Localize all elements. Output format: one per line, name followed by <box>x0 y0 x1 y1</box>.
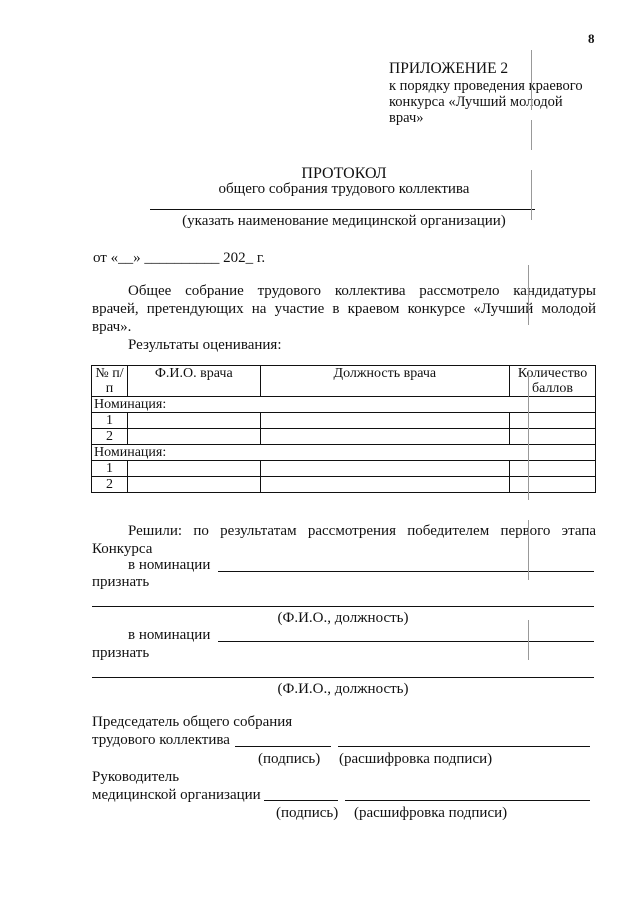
position-cell[interactable] <box>260 429 509 445</box>
fio-cell[interactable] <box>127 477 260 493</box>
header-fio: Ф.И.О. врача <box>127 366 260 397</box>
annex-title: ПРИЛОЖЕНИЕ 2 <box>389 60 509 77</box>
score-cell[interactable] <box>510 413 596 429</box>
nomination-label: Номинация: <box>92 445 596 461</box>
table-header-row <box>92 366 596 397</box>
in-nomination-label-2: в номинации <box>128 627 211 643</box>
fio-cell[interactable] <box>127 413 260 429</box>
chair-sign-hint: (подпись) <box>258 751 321 767</box>
fold-mark <box>528 520 529 580</box>
head-decode-field[interactable] <box>345 800 590 801</box>
results-table <box>91 365 596 493</box>
row-number: 2 <box>92 477 128 493</box>
nomination-field-1[interactable] <box>218 571 594 572</box>
head-label-2: медицинской организации <box>92 787 261 803</box>
table-row <box>92 461 596 477</box>
table-row <box>92 413 596 429</box>
fio-hint-2: (Ф.И.О., должность) <box>277 681 409 697</box>
annex-block <box>389 60 583 126</box>
chair-label-2: трудового коллектива <box>92 732 230 748</box>
annex-line-2: конкурса «Лучший молодой <box>389 94 563 110</box>
date-line: от «__» __________ 202_ г. <box>93 250 266 266</box>
table-row <box>92 429 596 445</box>
results-label: Результаты оценивания: <box>128 337 282 353</box>
annex-line-3: врач» <box>389 110 424 126</box>
nomination-row <box>92 397 596 413</box>
recognize-label-2: признать <box>92 645 150 661</box>
fio-cell[interactable] <box>127 429 260 445</box>
fold-mark <box>528 265 529 325</box>
protocol-subtitle: общего собрания трудового коллектива <box>218 181 470 197</box>
chair-decode-field[interactable] <box>338 746 590 747</box>
fio-cell[interactable] <box>127 461 260 477</box>
page-number: 8 <box>588 31 595 46</box>
intro-text: Общее собрание трудового коллектива рассмотрело кандидатуры врачей, претендующих на участие в краевом конкурсе «Лучший молодой врач». <box>92 283 596 335</box>
decision-text: Решили: по результатам рассмотрения победителем первого этапа Конкурса <box>92 523 596 557</box>
protocol-title: ПРОТОКОЛ <box>301 165 387 182</box>
in-nomination-label-1: в номинации <box>128 557 211 573</box>
score-cell[interactable] <box>510 461 596 477</box>
winner-field-1[interactable] <box>92 606 594 607</box>
head-label-1: Руководитель <box>92 769 180 785</box>
position-cell[interactable] <box>260 477 509 493</box>
score-cell[interactable] <box>510 477 596 493</box>
fold-mark <box>528 370 529 500</box>
position-cell[interactable] <box>260 413 509 429</box>
fold-mark <box>531 50 532 110</box>
row-number: 1 <box>92 461 128 477</box>
fold-mark <box>531 120 532 150</box>
header-number: № п/п <box>92 366 128 397</box>
head-decode-hint: (расшифровка подписи) <box>354 805 508 821</box>
header-score: Количество баллов <box>510 366 596 397</box>
fio-hint-1: (Ф.И.О., должность) <box>277 610 409 626</box>
chair-label-1: Председатель общего собрания <box>92 714 293 730</box>
row-number: 1 <box>92 413 128 429</box>
nomination-row <box>92 445 596 461</box>
fold-mark <box>528 620 529 660</box>
nomination-field-2[interactable] <box>218 641 594 642</box>
winner-field-2[interactable] <box>92 677 594 678</box>
recognize-label-1: признать <box>92 574 150 590</box>
decision-paragraph <box>92 522 596 558</box>
intro-paragraph <box>92 282 596 336</box>
head-signature-field[interactable] <box>264 800 338 801</box>
row-number: 2 <box>92 429 128 445</box>
org-name-line[interactable] <box>150 209 535 210</box>
fold-mark <box>531 170 532 220</box>
header-position: Должность врача <box>260 366 509 397</box>
org-name-hint: (указать наименование медицинской организации) <box>182 213 506 229</box>
nomination-label: Номинация: <box>92 397 596 413</box>
score-cell[interactable] <box>510 429 596 445</box>
chair-signature-field[interactable] <box>235 746 331 747</box>
table-row <box>92 477 596 493</box>
annex-line-1: к порядку проведения краевого <box>389 78 583 94</box>
position-cell[interactable] <box>260 461 509 477</box>
head-sign-hint: (подпись) <box>276 805 339 821</box>
chair-decode-hint: (расшифровка подписи) <box>339 751 493 767</box>
